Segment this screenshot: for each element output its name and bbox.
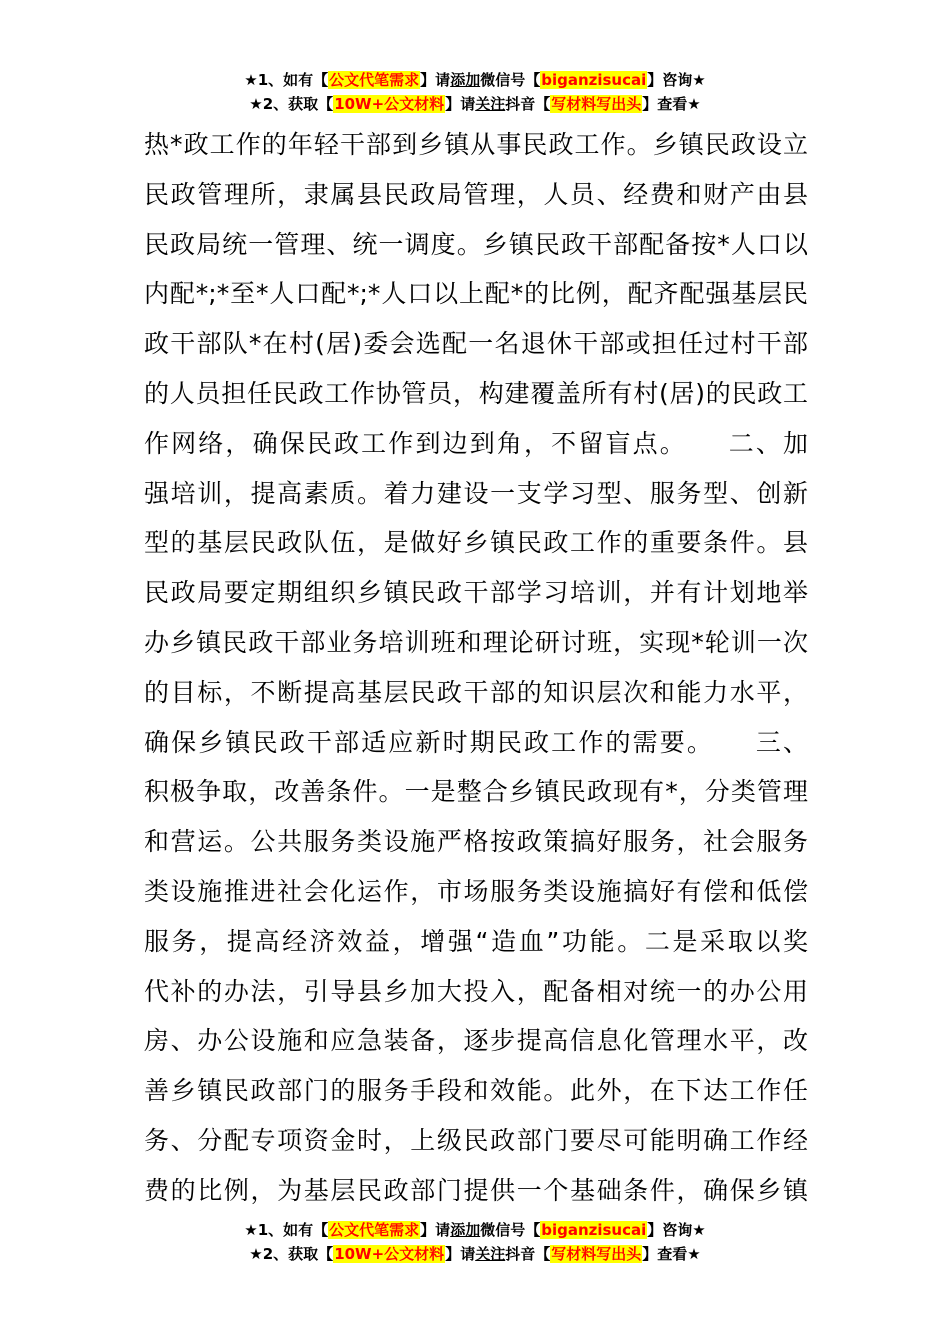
paragraph-line: 代补的办法，引导县乡加大投入，配备相对统一的办公用 xyxy=(144,976,808,1006)
paragraph-line: 型的基层民政队伍，是做好乡镇民政工作的重要条件。县 xyxy=(144,528,808,558)
highlight-service: 公文代笔需求 xyxy=(329,1221,420,1239)
banner-text: 】请 xyxy=(445,95,476,113)
banner-line-1 xyxy=(0,68,950,92)
paragraph-line: 热*政工作的年轻干部到乡镇从事民政工作。乡镇民政设立 xyxy=(144,130,808,159)
paragraph-line: 类设施推进社会化运作，市场服务类设施搞好有偿和低偿 xyxy=(144,876,808,906)
paragraph-line: 的目标，不断提高基层民政干部的知识层次和能力水平， xyxy=(144,677,808,707)
paragraph-line: 民政管理所，隶属县民政局管理，人员、经费和财产由县 xyxy=(144,179,808,209)
banner-line-2 xyxy=(0,1242,950,1266)
banner-text: 微信号【 xyxy=(480,1221,541,1239)
underlined-text: 添加 xyxy=(450,1221,481,1239)
paragraph-line: 和营运。公共服务类设施严格按政策搞好服务，社会服务 xyxy=(144,827,808,857)
highlight-wechat-id: biganzisucai xyxy=(541,71,647,89)
paragraph-line: 服务，提高经济效益，增强“造血”功能。二是采取以奖 xyxy=(144,926,808,956)
banner-line-2 xyxy=(0,92,950,116)
footer-banner xyxy=(0,1218,950,1266)
highlight-materials: 10W+公文材料 xyxy=(334,1245,445,1263)
underlined-text: 关注 xyxy=(475,95,506,113)
banner-text: 】查看★ xyxy=(642,95,701,113)
paragraph-line: 办乡镇民政干部业务培训班和理论研讨班，实现*轮训一次 xyxy=(144,627,808,657)
banner-text: 】咨询★ xyxy=(647,71,706,89)
underlined-text: 添加 xyxy=(450,71,481,89)
paragraph-line: 善乡镇民政部门的服务手段和效能。此外，在下达工作任 xyxy=(144,1076,808,1106)
paragraph-line: 房、办公设施和应急装备，逐步提高信息化管理水平，改 xyxy=(144,1026,808,1056)
banner-text: 】请 xyxy=(445,1245,476,1263)
banner-text: 抖音【 xyxy=(505,95,551,113)
banner-text: ★2、获取【 xyxy=(249,1245,334,1263)
paragraph-line: 积极争取，改善条件。一是整合乡镇民政现有*，分类管理 xyxy=(144,777,808,807)
highlight-wechat-id: biganzisucai xyxy=(541,1221,647,1239)
banner-text: ★1、如有【 xyxy=(244,1221,329,1239)
highlight-materials: 10W+公文材料 xyxy=(334,95,445,113)
banner-line-1 xyxy=(0,1218,950,1242)
paragraph-line: 民政局统一管理、统一调度。乡镇民政干部配备按*人口以 xyxy=(144,229,808,259)
paragraph-line: 确保乡镇民政干部适应新时期民政工作的需要。 三、 xyxy=(144,727,808,757)
banner-text: ★2、获取【 xyxy=(249,95,334,113)
highlight-douyin-account: 写材料写出头 xyxy=(551,95,642,113)
banner-text: 抖音【 xyxy=(505,1245,551,1263)
paragraph-line: 务、分配专项资金时，上级民政部门要尽可能明确工作经 xyxy=(144,1125,808,1155)
banner-text: 】查看★ xyxy=(642,1245,701,1263)
banner-text: 微信号【 xyxy=(480,71,541,89)
paragraph-line: 的人员担任民政工作协管员，构建覆盖所有村(居)的民政工 xyxy=(144,378,808,408)
banner-text: 】请 xyxy=(420,71,451,89)
banner-text: ★1、如有【 xyxy=(244,71,329,89)
paragraph-line: 强培训，提高素质。着力建设一支学习型、服务型、创新 xyxy=(144,478,808,508)
paragraph-line: 政干部队*在村(居)委会选配一名退休干部或担任过村干部 xyxy=(144,329,808,359)
highlight-service: 公文代笔需求 xyxy=(329,71,420,89)
banner-text: 】咨询★ xyxy=(647,1221,706,1239)
header-banner xyxy=(0,68,950,116)
document-body xyxy=(144,120,808,1216)
paragraph-line: 作网络，确保民政工作到边到角，不留盲点。 二、加 xyxy=(144,428,808,458)
paragraph-line: 内配*;*至*人口配*;*人口以上配*的比例，配齐配强基层民 xyxy=(144,279,808,309)
banner-text: 】请 xyxy=(420,1221,451,1239)
paragraph-line: 民政局要定期组织乡镇民政干部学习培训，并有计划地举 xyxy=(144,578,808,608)
highlight-douyin-account: 写材料写出头 xyxy=(551,1245,642,1263)
underlined-text: 关注 xyxy=(475,1245,506,1263)
paragraph-line: 费的比例，为基层民政部门提供一个基础条件，确保乡镇 xyxy=(144,1175,808,1205)
